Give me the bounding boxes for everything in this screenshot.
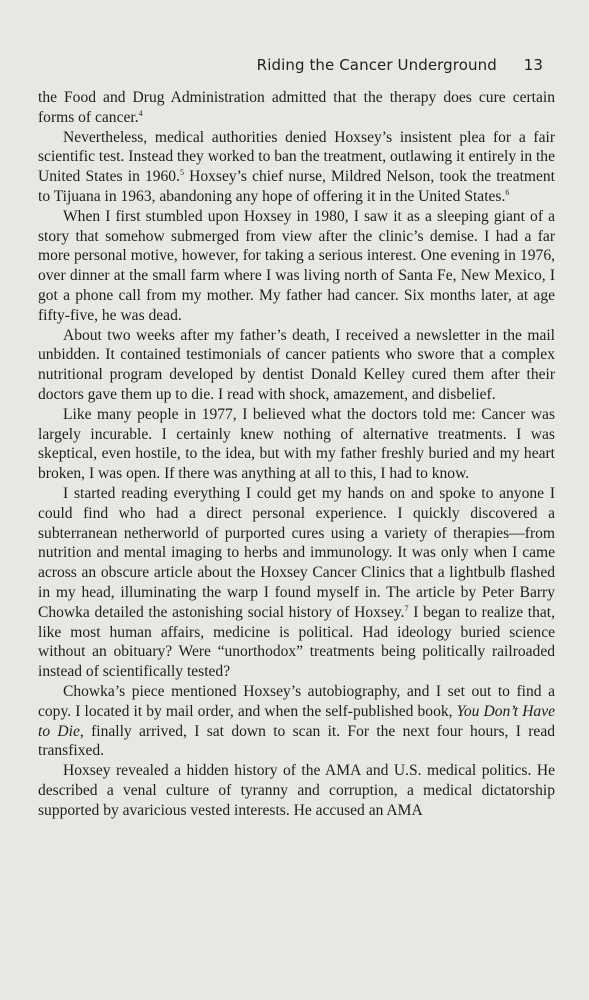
paragraph: [38, 682, 555, 761]
text-run: When I first stumbled upon Hoxsey in 1980, I saw it as a sleeping giant of a story that somehow submerged from view after the clinic’s demise. I had a far more personal motive, however, for taking a serious interest. One evening in 1976, over dinner at the small farm where I was living north of Santa Fe, New Mexico, I got a phone call from my mother. My father had cancer. Six months later, at age fifty-five, he was dead.: [38, 207, 555, 324]
paragraph: [38, 128, 555, 207]
footnote-ref: 4: [138, 108, 143, 118]
text-run: About two weeks after my father’s death, I received a newsletter in the mail unbidden. It contained testimonials of cancer patients who swore that a complex nutritional program developed by dentist Donald Kelley cured them after their doctors gave them up to die. I read with shock, amazement, and disbelief.: [38, 326, 555, 403]
paragraph: [38, 88, 555, 128]
paragraph: [38, 405, 555, 484]
paragraph: [38, 326, 555, 405]
text-run: I started reading everything I could get my hands on and spoke to anyone I could find who had a direct personal experience. I quickly discovered a subterranean netherworld of purported cures using a variety of therapies—from nutrition and mental imaging to herbs and immunology. It was only when I came across an obscure article about the Hoxsey Cancer Clinics that a lightbulb flashed in my head, illuminating the warp I found myself in. The article by Peter Barry Chowka detailed the astonishing social history of Hoxsey.: [38, 484, 555, 621]
text-run: I began to realize that, like most human affairs, medicine is political. Had ideology buried science without an obituary? Were “unorthodox” treatments being politically railroaded instead of scientifically tested?: [38, 603, 555, 681]
footnote-ref: 7: [404, 603, 409, 613]
footnote-ref: 5: [179, 168, 184, 178]
page-number: 13: [523, 56, 543, 74]
paragraph: [38, 761, 555, 820]
text-run: Hoxsey’s chief nurse, Mildred Nelson, took the treatment to Tijuana in 1963, abandoning any hope of offering it in the United States.: [38, 168, 555, 205]
paragraph: [38, 207, 555, 326]
body-text: [38, 88, 555, 820]
text-run: the Food and Drug Administration admitted that the therapy does cure certain forms of cancer.: [38, 89, 555, 126]
text-run: Chowka’s piece mentioned Hoxsey’s autobiography, and I set out to find a copy. I located it by mail order, and when the self-published book,: [38, 682, 555, 720]
paragraph: [38, 484, 555, 682]
text-run: Hoxsey revealed a hidden history of the AMA and U.S. medical politics. He described a venal culture of tyranny and corruption, a medical dictatorship supported by avaricious vested interests. He accused an AMA: [38, 762, 555, 819]
running-header: [0, 56, 543, 74]
text-run: , finally arrived, I sat down to scan it. For the next four hours, I read transfixed.: [38, 722, 555, 760]
text-run: Like many people in 1977, I believed what the doctors told me: Cancer was largely incurable. I certainly knew nothing of alternative treatments. I was skeptical, even hostile, to the idea, but with my father freshly buried and my heart broken, I was open. If there was anything at all to this, I had to know.: [38, 405, 555, 483]
text-run: Nevertheless, medical authorities denied Hoxsey’s insistent plea for a fair scientific test. Instead they worked to ban the treatment, outlawing it entirely in the United States in 1960.: [38, 128, 555, 186]
book-title: You Don’t Have to Die: [38, 702, 555, 740]
footnote-ref: 6: [505, 187, 510, 197]
running-title: Riding the Cancer Underground: [256, 56, 497, 74]
